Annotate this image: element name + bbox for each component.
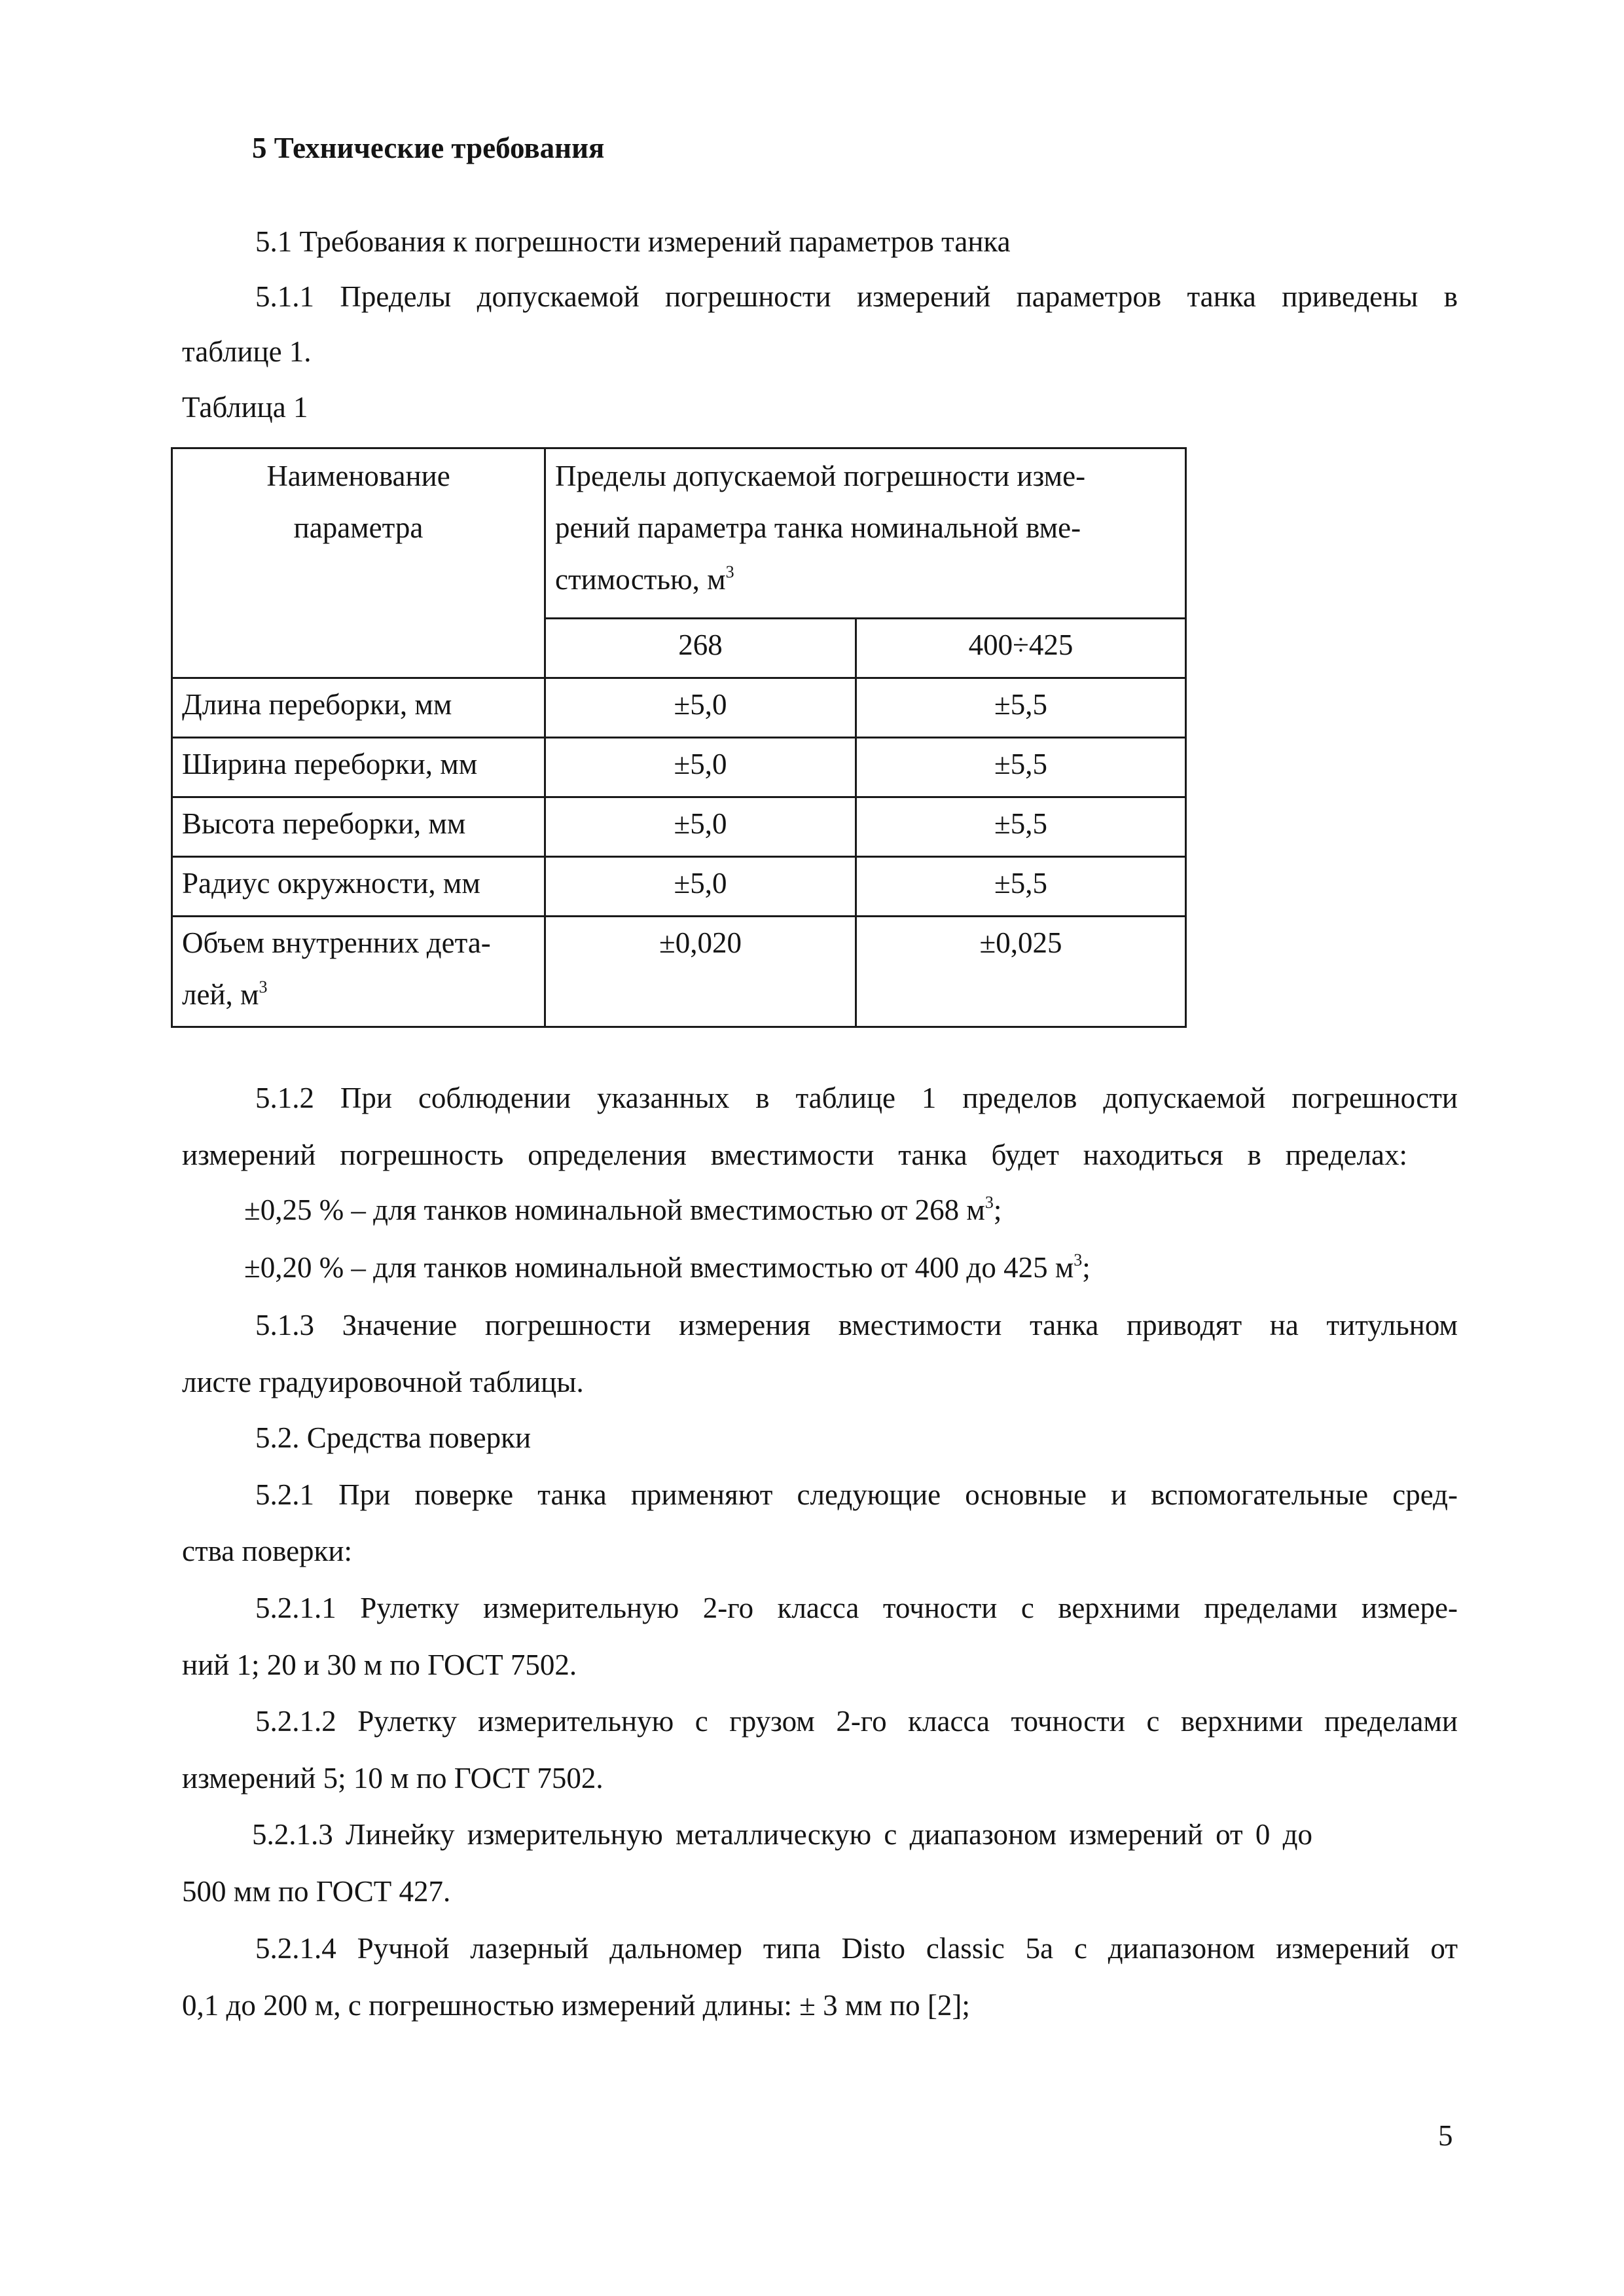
paragraph-5-1: 5.1 Требования к погрешности измерений параметров танка (255, 225, 1011, 258)
table-row (172, 857, 1186, 917)
tolerance-item-025-text: ±0,25 % – для танков номинальной вместимостью от 268 м (244, 1194, 985, 1226)
row-name-sup: 3 (259, 977, 268, 996)
row-name: Ширина переборки, мм (172, 738, 545, 797)
table-row (172, 678, 1186, 738)
col-a-header: 268 (545, 619, 856, 678)
section-title: 5 Технические требования (252, 132, 605, 164)
tolerance-item-020-text: ±0,20 % – для танков номинальной вместимостью от 400 до 425 м (244, 1251, 1074, 1284)
paragraph-5-1-2-line2: измерений погрешность определения вместимости танка будет находиться в пределах: (182, 1139, 1407, 1171)
paragraph-5-2-1-3-line1: 5.2.1.3 Линейку измерительную металлическую с диапазоном измерений от 0 до (252, 1818, 1313, 1851)
paragraph-5-2-1-line2: ства поверки: (182, 1535, 353, 1567)
row-value-a: ±0,020 (545, 917, 856, 1027)
row-name (172, 917, 545, 1027)
tolerance-item-025 (244, 1193, 1001, 1227)
paragraph-5-2-1-2-line1: 5.2.1.2 Рулетку измерительную с грузом 2-го класса точности с верхними пределами (255, 1705, 1458, 1738)
row-name: Высота переборки, мм (172, 797, 545, 857)
paragraph-5-1-2-line1: 5.1.2 При соблюдении указанных в таблице 1 пределов допускаемой погрешности (255, 1082, 1458, 1114)
row-value-b: ±0,025 (856, 917, 1186, 1027)
row-value-a: ±5,0 (545, 797, 856, 857)
paragraph-5-1-1-line1: 5.1.1 Пределы допускаемой погрешности измерений параметров танка приведены в (255, 280, 1458, 313)
header-limits-line1: Пределы допускаемой погрешности изме- (555, 460, 1086, 492)
paragraph-5-2-1-line1: 5.2.1 При поверке танка применяют следующие основные и вспомогательные сред- (255, 1478, 1458, 1511)
row-value-b: ±5,5 (856, 678, 1186, 738)
paragraph-5-1-3-line1: 5.1.3 Значение погрешности измерения вместимости танка приводят на титульном (255, 1309, 1458, 1341)
paragraph-5-2-1-3-line2: 500 мм по ГОСТ 427. (182, 1875, 451, 1908)
table-header-row (172, 448, 1186, 619)
header-param-cell (172, 448, 545, 678)
paragraph-5-1-3-line2: листе градуировочной таблицы. (182, 1366, 584, 1398)
paragraph-5-2-1-2-line2: измерений 5; 10 м по ГОСТ 7502. (182, 1762, 604, 1795)
row-name: Длина переборки, мм (172, 678, 545, 738)
header-limits-line2: рений параметра танка номинальной вме- (555, 511, 1081, 544)
table-row (172, 738, 1186, 797)
header-limits-line3-text: стимостью, м (555, 563, 726, 596)
header-limits-line3 (555, 554, 1176, 606)
table-row (172, 797, 1186, 857)
paragraph-5-1-1-line2: таблице 1. (182, 335, 312, 368)
row-value-a: ±5,0 (545, 738, 856, 797)
row-value-a: ±5,0 (545, 678, 856, 738)
tolerance-item-020 (244, 1250, 1091, 1285)
page-number: 5 (1438, 2119, 1453, 2152)
tolerance-item-025-sup: 3 (984, 1193, 994, 1212)
table-row (172, 917, 1186, 1027)
table-caption: Таблица 1 (182, 391, 308, 424)
limits-table (171, 447, 1187, 1028)
row-name-line1: Объем внутренних дета- (182, 926, 491, 959)
paragraph-5-2-1-1-line1: 5.2.1.1 Рулетку измерительную 2-го класса точности с верхними пределами измере- (255, 1592, 1458, 1624)
header-param-line1: Наименование (266, 460, 450, 492)
tolerance-item-020-sup: 3 (1074, 1250, 1083, 1269)
row-name: Радиус окружности, мм (172, 857, 545, 917)
tolerance-item-020-tail: ; (1082, 1251, 1091, 1284)
row-value-a: ±5,0 (545, 857, 856, 917)
paragraph-5-2-1-1-line2: ний 1; 20 и 30 м по ГОСТ 7502. (182, 1649, 577, 1681)
tolerance-item-025-tail: ; (993, 1194, 1002, 1226)
row-name-line2 (182, 969, 535, 1021)
header-param-line2: параметра (293, 511, 424, 544)
row-name-line2-text: лей, м (182, 978, 259, 1011)
header-limits-cell (545, 448, 1186, 619)
col-b-header: 400÷425 (856, 619, 1186, 678)
paragraph-5-2-1-4-line2: 0,1 до 200 м, с погрешностью измерений длины: ± 3 мм по [2]; (182, 1989, 970, 2022)
row-value-b: ±5,5 (856, 738, 1186, 797)
header-limits-sup: 3 (725, 562, 734, 581)
row-value-b: ±5,5 (856, 797, 1186, 857)
paragraph-5-2: 5.2. Средства поверки (255, 1421, 532, 1454)
paragraph-5-2-1-4-line1: 5.2.1.4 Ручной лазерный дальномер типа Disto classic 5a с диапазоном измерений от (255, 1932, 1458, 1965)
row-value-b: ±5,5 (856, 857, 1186, 917)
